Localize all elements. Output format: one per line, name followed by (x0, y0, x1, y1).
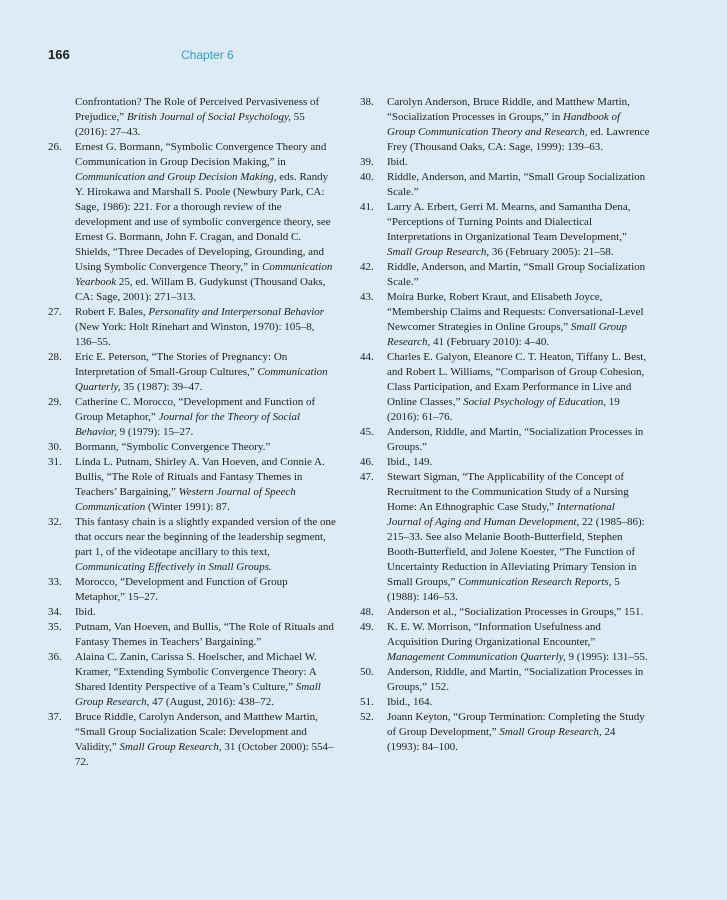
endnote-title: Communication Yearbook (75, 261, 333, 288)
continued-note (48, 95, 338, 140)
endnote-32 (48, 515, 338, 575)
endnote-text: Riddle, Anderson, and Martin, “Small Group Socialization Scale.” (387, 171, 646, 198)
endnote-title: Handbook of Group Communication Theory and Research, (387, 111, 621, 138)
endnote-34 (48, 605, 338, 620)
endnote-40 (360, 170, 650, 200)
endnote-30 (48, 440, 338, 455)
endnote-number: 30. (48, 441, 62, 453)
endnote-title: Western Journal of Speech Communication (75, 486, 296, 513)
endnote-number: 45. (360, 426, 374, 438)
endnote-text: 31 (October 2000): 554–72. (75, 741, 334, 768)
endnote-text: 9 (1995): 131–55. (565, 651, 648, 663)
endnote-text: 47 (August, 2016): 438–72. (149, 696, 275, 708)
endnote-text: Stewart Sigman, “The Applicability of the Concept of Recruitment to the Communication Study of a Nursing Home: An Ethnographic Case Study,” (387, 471, 629, 513)
endnote-text: 19 (2016): 61–76. (387, 396, 620, 423)
endnote-title: Journal for the Theory of Social Behavior, (75, 411, 301, 438)
endnote-number: 44. (360, 351, 374, 363)
endnote-title: Social Psychology of Education, (463, 396, 607, 408)
endnote-text: Carolyn Anderson, Bruce Riddle, and Matthew Martin, “Socialization Processes in Groups,” in (387, 96, 630, 123)
endnote-43 (360, 290, 650, 350)
endnote-text: K. E. W. Morrison, “Information Usefulness and Acquisition During Organizational Encounter,” (387, 621, 601, 648)
endnote-number: 32. (48, 516, 62, 528)
endnote-text: Bruce Riddle, Carolyn Anderson, and Matthew Martin, “Small Group Socialization Scale: Development and Validity,” (75, 711, 318, 753)
endnote-31 (48, 455, 338, 515)
endnote-text: Alaina C. Zanin, Carissa S. Hoelscher, and Michael W. Kramer, “Extending Symbolic Convergence Theory: A Shared Identity Perspective of a Team’s Culture,” (75, 651, 317, 693)
chapter-label: Chapter 6 (181, 48, 234, 62)
endnote-text: 24 (1993): 84–100. (387, 726, 616, 753)
endnote-text: This fantasy chain is a slightly expanded version of the one that occurs near the beginning of the leadership segment, part 1, of the videotape ancillary to this text, (75, 516, 336, 558)
endnote-text: 5 (1988): 146–53. (387, 576, 620, 603)
endnote-51 (360, 695, 650, 710)
endnote-text: (Winter 1991): 87. (145, 501, 230, 513)
endnote-title: Communication Quarterly, (75, 366, 328, 393)
endnote-number: 26. (48, 141, 62, 153)
endnote-title: Small Group Research, (387, 246, 490, 258)
endnote-title: Personality and Interpersonal Behavior (148, 306, 325, 318)
endnote-title: Small Group Research, (119, 741, 222, 753)
right-column (360, 95, 650, 755)
endnote-33 (48, 575, 338, 605)
endnote-52 (360, 710, 650, 755)
endnote-number: 46. (360, 456, 374, 468)
endnote-text: 35 (1987): 39–47. (120, 381, 203, 393)
endnote-text: Eric E. Peterson, “The Stories of Pregnancy: On Interpretation of Small-Group Cultures,” (75, 351, 288, 378)
endnote-text: Anderson, Riddle, and Martin, “Socialization Processes in Groups.” (387, 426, 644, 453)
endnote-text: 41 (February 2010): 4–40. (430, 336, 550, 348)
endnote-number: 47. (360, 471, 374, 483)
endnote-text: Morocco, “Development and Function of Group Metaphor,” 15–27. (75, 576, 288, 603)
endnote-text: 9 (1979): 15–27. (116, 426, 194, 438)
endnote-text: 22 (1985–86): 215–33. See also Melanie Booth-Butterfield, Stephen Booth-Butterfield, and Jolene Koester, “The Function of Uncertainty Reduction in Alleviating Primary Tension in Small Groups,” (387, 516, 645, 588)
endnote-text: Charles E. Galyon, Eleanore C. T. Heaton, Tiffany L. Best, and Robert L. Williams, “Comparison of Group Cohesion, Class Participation, and Exam Performance in Live and Online Classes,” (387, 351, 647, 408)
endnote-text: Joann Keyton, “Group Termination: Completing the Study of Group Development,” (387, 711, 645, 738)
endnote-number: 39. (360, 156, 374, 168)
left-column (48, 95, 338, 770)
endnote-title: Communication and Group Decision Making, (75, 171, 277, 183)
endnote-number: 33. (48, 576, 62, 588)
endnote-37 (48, 710, 338, 770)
endnote-text: 25, ed. Willam B. Gudykunst (Thousand Oaks, CA: Sage, 2001): 271–313. (75, 276, 326, 303)
endnote-39 (360, 155, 650, 170)
endnote-28 (48, 350, 338, 395)
endnote-41 (360, 200, 650, 260)
right-notes-list (360, 95, 650, 755)
endnote-text: Catherine C. Morocco, “Development and Function of Group Metaphor,” (75, 396, 316, 423)
endnote-47 (360, 470, 650, 605)
endnote-number: 40. (360, 171, 374, 183)
endnote-number: 31. (48, 456, 62, 468)
endnote-number: 52. (360, 711, 374, 723)
endnote-title: Management Communication Quarterly, (387, 651, 566, 663)
endnote-number: 36. (48, 651, 62, 663)
endnote-number: 49. (360, 621, 374, 633)
endnote-number: 35. (48, 621, 62, 633)
endnote-text: Ernest G. Bormann, “Symbolic Convergence Theory and Communication in Group Decision Making,” in (75, 141, 327, 168)
endnote-50 (360, 665, 650, 695)
endnote-text: Putnam, Van Hoeven, and Bullis, “The Role of Rituals and Fantasy Themes in Teachers’ Bargaining.” (75, 621, 334, 648)
endnote-number: 42. (360, 261, 374, 273)
endnote-45 (360, 425, 650, 455)
endnote-text: Robert F. Bales, (75, 306, 149, 318)
endnote-42 (360, 260, 650, 290)
endnote-text: Riddle, Anderson, and Martin, “Small Group Socialization Scale.” (387, 261, 646, 288)
endnote-text: Anderson et al., “Socialization Processes in Groups,” 151. (387, 606, 644, 618)
endnote-number: 50. (360, 666, 374, 678)
endnote-26 (48, 140, 338, 305)
endnote-44 (360, 350, 650, 425)
endnote-title: Communication Research Reports, (458, 576, 612, 588)
endnote-text: Ibid. (387, 156, 408, 168)
endnote-number: 37. (48, 711, 62, 723)
endnote-text: Anderson, Riddle, and Martin, “Socialization Processes in Groups,” 152. (387, 666, 644, 693)
endnote-text: Bormann, “Symbolic Convergence Theory.” (75, 441, 271, 453)
page-number: 166 (48, 47, 70, 62)
endnote-number: 29. (48, 396, 62, 408)
endnote-text: (New York: Holt Rinehart and Winston, 1970): 105–8, 136–55. (75, 321, 315, 348)
endnote-38 (360, 95, 650, 155)
endnote-text: Ibid., 164. (387, 696, 433, 708)
endnote-number: 48. (360, 606, 374, 618)
endnote-title: Communicating Effectively in Small Groups. (75, 561, 272, 573)
endnote-text: Moira Burke, Robert Kraut, and Elisabeth Joyce, “Membership Claims and Requests: Conversational-Level Newcomer Strategies in Online Groups,” (387, 291, 644, 333)
endnote-number: 34. (48, 606, 62, 618)
endnote-text: Ibid., 149. (387, 456, 433, 468)
continued-journal-title: British Journal of Social Psychology, (126, 111, 292, 123)
endnote-29 (48, 395, 338, 440)
endnote-text: ed. Lawrence Frey (Thousand Oaks, CA: Sage, 1999): 139–63. (387, 126, 650, 153)
left-notes-list (48, 140, 338, 770)
endnote-text: Linda L. Putnam, Shirley A. Van Hoeven, and Connie A. Bullis, “The Role of Rituals and Fantasy Themes in Teachers’ Bargaining,” (75, 456, 325, 498)
continued-citation: 55 (2016): 27–43. (75, 111, 305, 138)
endnote-number: 38. (360, 96, 374, 108)
endnote-27 (48, 305, 338, 350)
continued-text: Confrontation? The Role of Perceived Pervasiveness of Prejudice,” (75, 96, 320, 123)
endnote-text: eds. Randy Y. Hirokawa and Marshall S. Poole (Newbury Park, CA: Sage, 1986): 221. For a thorough review of the development and use of symbolic convergence theory, see Ernest G. Bormann, John F. Cragan, and Donald C. Shields, “Three Decades of Developing, Grounding, and Using Symbolic Convergence Theory,” in (75, 171, 331, 273)
endnote-number: 43. (360, 291, 374, 303)
endnote-title: Small Group Research, (499, 726, 602, 738)
endnote-title: Small Group Research, (75, 681, 321, 708)
endnote-text: 36 (February 2005): 21–58. (489, 246, 614, 258)
endnote-35 (48, 620, 338, 650)
endnote-36 (48, 650, 338, 710)
endnote-number: 51. (360, 696, 374, 708)
endnote-text: Ibid. (75, 606, 96, 618)
endnote-49 (360, 620, 650, 665)
endnote-number: 28. (48, 351, 62, 363)
endnote-46 (360, 455, 650, 470)
endnote-48 (360, 605, 650, 620)
endnote-title: Small Group Research, (387, 321, 628, 348)
endnote-text: Larry A. Erbert, Gerri M. Mearns, and Samantha Dena, “Perceptions of Turning Points and Dialectical Interpretations in Organizational Team Development,” (387, 201, 631, 243)
endnote-number: 41. (360, 201, 374, 213)
endnote-number: 27. (48, 306, 62, 318)
endnote-title: International Journal of Aging and Human Development, (387, 501, 615, 528)
